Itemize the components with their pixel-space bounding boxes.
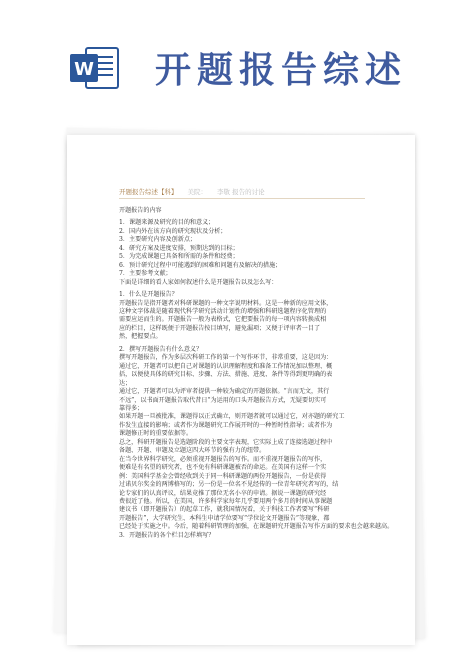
document-line: 开题报告是指开题者对科研课题的一种文字说明材料。这是一种新的应用文体， <box>119 299 333 307</box>
document-line: 总之，科研开题报告是选题阶段的主要文字表现，它实际上成了连接选题过程中 <box>119 438 333 446</box>
document-line: 然，把握要点。 <box>119 333 162 341</box>
microsoft-word-icon <box>68 42 120 94</box>
document-line: 作发生直接的影响；或者作为课题研究工作展开时的一种暂时性指导；或者作为 <box>119 421 333 429</box>
document-line: 这种文字体裁是随着现代科学研究活动计划性的增强和科研选题程序化管理的 <box>119 307 327 315</box>
document-line: 2．国内外在该方向的研究现状及分析； <box>119 227 227 235</box>
word-icon-letter: W <box>74 59 94 80</box>
document-line: 便难是有名望的研究者，也不免有科研课题被否的命运。在美国有这样一个实 <box>119 464 327 472</box>
banner-title: 开题报告综述 <box>155 49 408 91</box>
document-line: 括，以便使具体的研究目标、步骤、方法、措施、进度、条件等得到更明确的表 <box>119 371 333 379</box>
header-divider <box>119 198 365 199</box>
document-line: 4．研究方案及进度安排，预期达到的目标； <box>119 244 239 252</box>
document-line: 2．撰写开题报告有什么意义？ <box>119 345 203 353</box>
document-line: 3．开题报告的各个栏目怎样填写？ <box>119 531 215 539</box>
document-line: 开题报告”，大学研究生、本科生申请学位要写“学位论文开题报告”等现象，都 <box>119 514 330 522</box>
page-header-title: 开题报告综述【科】 <box>119 188 178 196</box>
document-line: 通过它，开题者可以为评审者提供一种较为确定的开题依据。“言而无文，其行 <box>119 388 330 396</box>
document-line: 课题修正时的重要依据等。 <box>119 430 193 438</box>
document-line: 备题、开题、审题及立题这四大环节的强有力的纽带。 <box>119 447 266 455</box>
document-line: 撰写开题报告，作为多层次科研工作的第一个写作环节，非常重要，这是因为： <box>119 354 333 362</box>
document-line: 6．预计研究过程中可能遇到的困难和问题有及解决的措施； <box>119 261 282 269</box>
document-line: 论专家们的认真评议，结果竟推了那位无名小卒的申请。据说一课题的研究经 <box>119 489 327 497</box>
document-line: 过诺贝尔奖金的两博格写的；另一份是一位名不见经传的一位青年研究者写的，结 <box>119 481 339 489</box>
document-line: 达； <box>119 379 132 387</box>
document-line: 不远”，以书面开题报告取代昔日“为运用的口头开题报告方式，无疑要切实可 <box>119 396 327 404</box>
document-line: 开题报告的内容 <box>119 207 162 214</box>
document-line: 如果开题一旦被批准，课题得以正式确立，则开题者就可以通过它，对亦题的研究工 <box>119 413 345 421</box>
document-line: 通过它，开题者可以把自己对课题的认识理解程度和准备工作情况加以整理、概 <box>119 362 333 370</box>
document-page-preview[interactable] <box>67 135 415 645</box>
page-header <box>119 187 389 196</box>
document-line: 下面是详细的看人家如何叙述什么是开题报告以及怎么写： <box>119 278 278 286</box>
document-line: 7．主要参考文献； <box>119 270 172 278</box>
document-line: 例：美国科学基金会曾经收到关于同一科研课题的两份开题报告，一份是获得 <box>119 472 327 480</box>
document-line: 已经处于实施之中。今后，随着科研管理的加强，在课题研究开题报告写作方面的要求也会越来越高。 <box>119 523 394 531</box>
document-line: 5．为完成课题已具备和所需的条件和经费； <box>119 253 239 261</box>
document-line: 应的栏目，这样既便于开题报告按目填写，避免漏项；又便于评审者一目了 <box>119 324 321 332</box>
page-header-meta1: 美院： <box>187 188 207 196</box>
document-line: 在当今世界科学研究，必须重视开题报告的写作。而不重视开题报告的写作， <box>119 455 327 463</box>
document-line: 1．课题来源及研究的目的和意义； <box>119 219 215 227</box>
page-header-meta2: 李敬 报告的讨论 <box>217 188 265 196</box>
document-line: 需要应运而生的。开题报告一般为表格式，它把要报告的每一项内容转换成相 <box>119 316 327 324</box>
banner <box>0 0 474 125</box>
document-line: 靠得多； <box>119 404 144 412</box>
document-line: 3．主要研究内容及创新点； <box>119 236 197 244</box>
document-line: 费很近了他。所以，在美国，许多科学家每年几乎要用两个多月的时间从事课题 <box>119 497 333 505</box>
document-line: 建议书（即开题报告）的起草工作，就我国情况看，关于科技工作者要写“科研 <box>119 506 330 514</box>
document-body <box>119 207 394 540</box>
document-line: 1．什么是开题报告？ <box>119 291 178 299</box>
